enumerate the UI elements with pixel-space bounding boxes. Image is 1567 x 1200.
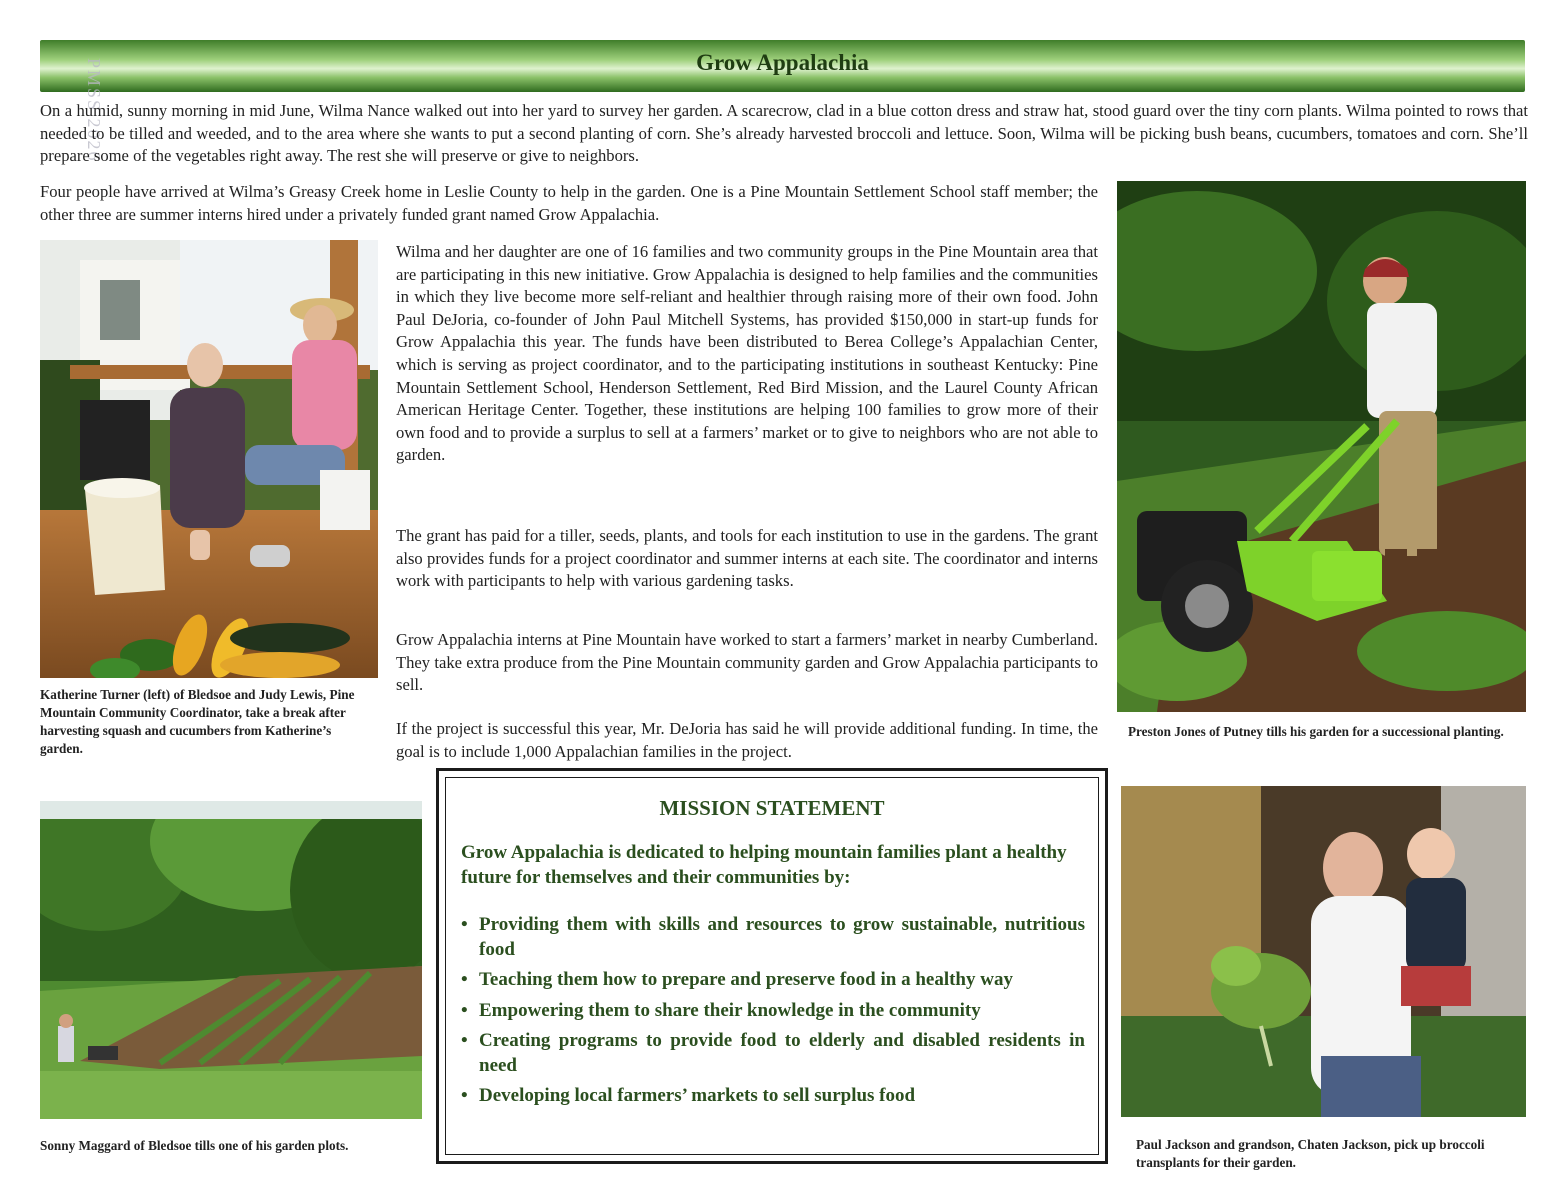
body-paragraph-1: Wilma and her daughter are one of 16 families and two community groups in the Pine Mountain area that are participating in this new initiative. Grow Appalachia is designed to help families and the communities in which they live become more self-reliant and healthier through raising more of their own food. John Paul DeJoria, co-founder of John Paul Mitchell Systems, has provided $150,000 in start-up funds for Grow Appalachia this year. The funds have been distributed to Berea College’s Appalachian Center, which is serving as project coordinator, and to the participating institutions in southeast Kentucky: Pine Mountain Settlement School, Henderson Settlement, Red Bird Mission, and the Laurel County African American Heritage Center. Together, these institutions are helping 100 families to grow more of their own food and to provide a surplus to sell at a farmers’ market or to give to neighbors who are not able to garden. — [396, 242, 1098, 465]
bullet-icon: • — [461, 1030, 468, 1051]
mission-item-text: Developing local farmers’ markets to sell surplus food — [479, 1085, 916, 1106]
mission-item — [461, 1084, 1085, 1109]
mission-title: MISSION STATEMENT — [659, 796, 885, 820]
intro-paragraph-2: Four people have arrived at Wilma’s Greasy Creek home in Leslie County to help in the garden. One is a Pine Mountain Settlement School staff member; the other three are summer interns hired under a privately funded grant named Grow Appalachia. — [40, 182, 1098, 224]
mission-item — [461, 913, 1085, 962]
mission-item — [461, 968, 1085, 993]
broccoli-image — [1121, 786, 1526, 1117]
bullet-icon: • — [461, 999, 468, 1021]
photo-broccoli — [1121, 786, 1526, 1117]
caption-tiller: Preston Jones of Putney tills his garden for a successional planting. — [1128, 724, 1504, 739]
mission-item-text: Teaching them how to prepare and preserve food in a healthy way — [479, 969, 1013, 990]
body-paragraph-2: The grant has paid for a tiller, seeds, plants, and tools for each institution to use in the gardens. The grant also provides funds for a project coordinator and summer interns at each site. The coordinator and interns work with participants to help with various gardening tasks. — [396, 526, 1098, 591]
body-paragraph-3: Grow Appalachia interns at Pine Mountain have worked to start a farmers’ market in nearby Cumberland. They take extra produce from the Pine Mountain community garden and Grow Appalachia participants to sell. — [396, 630, 1098, 695]
caption-field: Sonny Maggard of Bledsoe tills one of his garden plots. — [40, 1138, 349, 1153]
mission-item-text: Empowering them to share their knowledge in the community — [479, 999, 981, 1021]
body-paragraph-4: If the project is successful this year, Mr. DeJoria has said he will provide additional funding. In time, the goal is to include 1,000 Appalachian families in the project. — [396, 719, 1098, 761]
bullet-icon: • — [461, 1085, 468, 1106]
mission-list — [461, 913, 1085, 1115]
caption-porch: Katherine Turner (left) of Bledsoe and Judy Lewis, Pine Mountain Community Coordinator, take a break after harvesting squash and cucumbers from Katherine’s garden. — [40, 687, 355, 756]
mission-statement-box — [436, 768, 1108, 1164]
archive-stamp: PMSS 2026 — [84, 58, 104, 163]
porch-image — [40, 240, 378, 678]
page-title: Grow Appalachia — [696, 50, 869, 75]
mission-item-text: Creating programs to provide food to elderly and disabled residents in need — [479, 1030, 1085, 1076]
photo-tiller — [1117, 181, 1526, 712]
tiller-image — [1117, 181, 1526, 712]
photo-porch — [40, 240, 378, 678]
mission-item-text: Providing them with skills and resources to grow sustainable, nutritious food — [479, 914, 1085, 960]
mission-item — [461, 999, 1085, 1024]
bullet-icon: • — [461, 914, 468, 935]
mission-item — [461, 1029, 1085, 1078]
title-banner — [40, 40, 1525, 92]
bullet-icon: • — [461, 969, 468, 990]
photo-field — [40, 801, 422, 1119]
intro-paragraph-1: On a humid, sunny morning in mid June, Wilma Nance walked out into her yard to survey her garden. A scarecrow, clad in a blue cotton dress and straw hat, stood guard over the tiny corn plants. Wilma pointed to rows that needed to be tilled and weeded, and to the area where she wants to put a second planting of corn. She’s already harvested broccoli and lettuce. Soon, Wilma will be picking bush beans, cucumbers, tomatoes and corn. She’ll prepare some of the vegetables right away. The rest she will preserve or give to neighbors. — [40, 101, 1528, 166]
caption-broccoli: Paul Jackson and grandson, Chaten Jackson, pick up broccoli transplants for their garden. — [1136, 1137, 1485, 1170]
field-image — [40, 801, 422, 1119]
mission-intro: Grow Appalachia is dedicated to helping mountain families plant a healthy future for themselves and their communities by: — [461, 842, 1067, 888]
